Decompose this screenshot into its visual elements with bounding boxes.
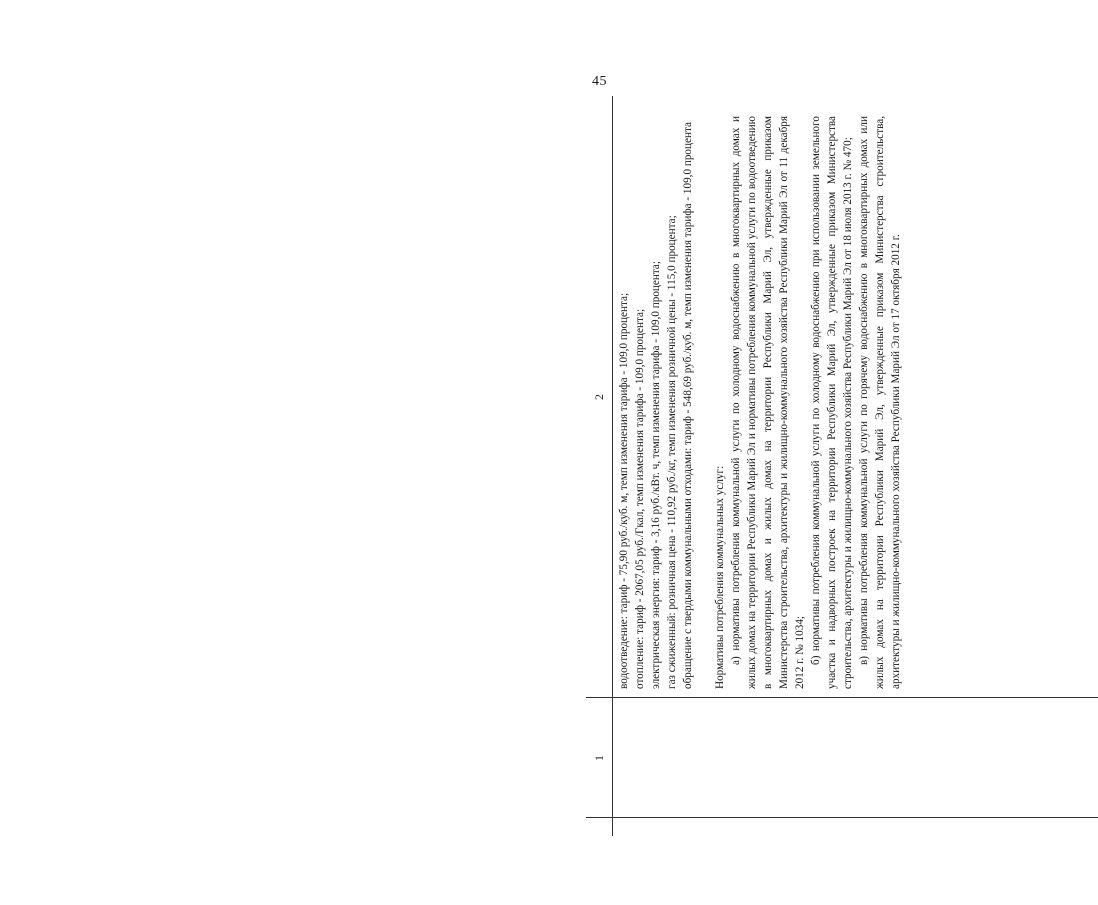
tariff-line: отопление: тариф - 2067,05 руб./Гкал, темп изменения тарифа - 109,0 процента;	[634, 308, 646, 689]
tariff-line: водоотведение: тариф - 75,90 руб./куб. м, темп изменения тарифа - 109,0 процента;	[618, 292, 630, 689]
table-left-border	[586, 817, 1098, 818]
tariff-line: газ сжиженный: розничная цена - 110,92 руб./кг, темп изменения розничной цены - 115,0 процента;	[666, 215, 678, 689]
column-2-content	[616, 116, 904, 689]
column-header-2: 2	[592, 394, 606, 400]
tariff-line: электрическая энергия: тариф - 3,16 руб./кВт. ч, темп изменения тарифа - 109,0 процента;	[650, 261, 662, 689]
table-column-divider	[586, 697, 1098, 698]
table-header-divider	[612, 96, 613, 836]
norm-paragraph: в) нормативы потребления коммунальной услуги по горячему водоснабжению в многоквартирных домах или жилых домах на территории Республики Марий Эл, утвержденные приказом Министерства строительства, архитектуры и жилищно-коммунального хозяйства Республики Марий Эл от 17 октября 2012 г.	[858, 116, 902, 689]
column-header-1: 1	[592, 755, 606, 761]
norms-title: Нормативы потребления коммунальных услуг:	[714, 465, 726, 689]
norm-paragraph: а) нормативы потребления коммунальной услуги по холодному водоснабжению в многоквартирных домах и жилых домах на территории Республики Марий Эл и нормативы потребления коммунальной услуги по водоотведению в многоквартирных домах и жилых домах на территории Республики Марий Эл, утвержденные приказом Министерства строительства, архитектуры и жилищно-коммунального хозяйства Республики Марий Эл от 11 декабря 2012 г. № 1034;	[730, 116, 806, 689]
norm-paragraph: б) нормативы потребления коммунальной услуги по холодному водоснабжению при использовании земельного участка и надворных построек на территории Республики Марий Эл, утвержденные приказом Министерства строительства, архитектуры и жилищно-коммунального хозяйства Республики Марий Эл от 18 июля 2013 г. № 470;	[810, 116, 854, 689]
tariff-line: обращение с твердыми коммунальными отходами: тариф - 548,69 руб./куб. м, темп изменения тарифа - 109,0 процента	[682, 122, 694, 689]
rotated-table	[586, 96, 1098, 836]
page-number: 45	[592, 74, 607, 89]
